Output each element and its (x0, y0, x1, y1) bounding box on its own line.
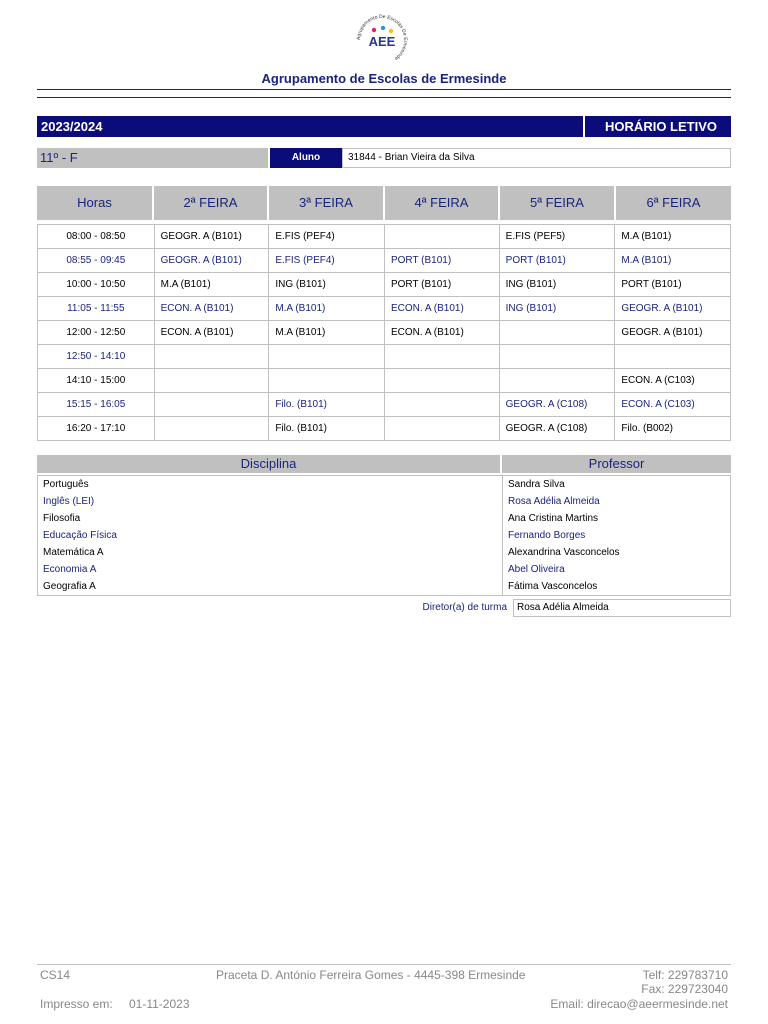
header-discipline: Disciplina (37, 455, 502, 473)
school-name: Agrupamento de Escolas de Ermesinde (261, 71, 507, 86)
lesson-cell (385, 225, 500, 248)
lesson-cell (155, 369, 270, 392)
disciplines-body (37, 475, 731, 596)
header-day: 6ª FEIRA (616, 186, 731, 220)
teacher-name: Fernando Borges (508, 530, 586, 541)
lesson-cell: PORT (B101) (621, 279, 682, 290)
lesson-cell (385, 417, 500, 440)
lesson-cell (500, 321, 616, 344)
timetable-row (38, 393, 730, 417)
discipline-name: Economia A (43, 564, 97, 575)
discipline-name: Geografia A (43, 581, 96, 592)
logo-dot-magenta (372, 28, 376, 32)
header-day: 2ª FEIRA (154, 186, 269, 220)
teacher-name: Abel Oliveira (508, 564, 565, 575)
lesson-cell (500, 369, 616, 392)
lesson-cell: E.FIS (PEF4) (269, 249, 385, 272)
lesson-cell: GEOGR. A (C108) (500, 417, 616, 440)
time-slot: 12:00 - 12:50 (38, 321, 155, 344)
footer-printed-label: Impresso em: (40, 997, 113, 1011)
footer-rule (37, 964, 731, 965)
time-slot: 11:05 - 11:55 (38, 297, 155, 320)
director-value: Rosa Adélia Almeida (513, 599, 731, 617)
discipline-column (38, 476, 503, 595)
director-label: Diretor(a) de turma (422, 602, 507, 613)
footer-address: Praceta D. António Ferreira Gomes - 4445-398 Ermesinde (216, 968, 526, 982)
lesson-cell: PORT (B101) (385, 273, 500, 296)
discipline-name: Educação Física (43, 530, 117, 541)
teacher-name: Ana Cristina Martins (508, 513, 599, 524)
header-day: 3ª FEIRA (269, 186, 385, 220)
footer-code: CS14 (40, 968, 71, 982)
timetable-row (38, 369, 730, 393)
teacher-name: Rosa Adélia Almeida (508, 496, 600, 507)
logo-dot-blue (381, 26, 385, 30)
lesson-cell: E.FIS (PEF4) (269, 225, 385, 248)
timetable-row (38, 321, 730, 345)
teacher-column (503, 476, 730, 595)
header-rule-bottom (37, 97, 731, 98)
header-day: 4ª FEIRA (385, 186, 500, 220)
footer-printed-date: 01-11-2023 (129, 997, 190, 1011)
lesson-cell: GEOGR. A (C108) (500, 393, 616, 416)
time-slot: 08:00 - 08:50 (38, 225, 155, 248)
header-rule-top (37, 89, 731, 90)
discipline-name: Inglês (LEI) (43, 496, 95, 507)
lesson-cell: M.A (B101) (269, 321, 385, 344)
lesson-cell (615, 345, 730, 368)
lesson-cell (500, 345, 616, 368)
time-slot: 15:15 - 16:05 (38, 393, 155, 416)
lesson-cell: Filo. (B101) (269, 393, 385, 416)
footer-fax: Fax: 229723040 (641, 982, 728, 996)
timetable-row (38, 225, 730, 249)
time-slot: 16:20 - 17:10 (38, 417, 155, 440)
lesson-cell: Filo. (B101) (269, 417, 385, 440)
teacher-name: Alexandrina Vasconcelos (508, 547, 620, 558)
lesson-cell: E.FIS (PEF5) (500, 225, 616, 248)
lesson-cell: ECON. A (B101) (385, 321, 500, 344)
header-teacher: Professor (502, 455, 731, 473)
lesson-cell: PORT (B101) (500, 249, 616, 272)
footer-telf: Telf: 229783710 (642, 968, 728, 982)
discipline-name: Português (43, 479, 89, 490)
disciplines-table (37, 455, 731, 596)
timetable-row (38, 417, 730, 441)
lesson-cell: GEOGR. A (B101) (621, 327, 703, 338)
discipline-name: Matemática A (43, 547, 104, 558)
lesson-cell: ING (B101) (500, 273, 616, 296)
lesson-cell: ECON. A (C103) (621, 399, 695, 410)
lesson-cell: GEOGR. A (B101) (621, 303, 703, 314)
school-year: 2023/2024 (37, 116, 583, 137)
class-name: 11º - F (37, 148, 268, 168)
lesson-cell: Filo. (B002) (621, 423, 674, 434)
header-day: 5ª FEIRA (500, 186, 616, 220)
school-logo (352, 14, 412, 66)
lesson-cell: ING (B101) (500, 297, 616, 320)
lesson-cell: M.A (B101) (621, 255, 672, 266)
lesson-cell: GEOGR. A (B101) (155, 225, 270, 248)
lesson-cell: M.A (B101) (269, 297, 385, 320)
logo-ring-text: Agrupamento De Escolas De Ermesinde (355, 14, 409, 62)
teacher-name: Fátima Vasconcelos (508, 581, 598, 592)
disciplines-header (37, 455, 731, 473)
lesson-cell: M.A (B101) (621, 231, 672, 242)
lesson-cell: ECON. A (C103) (621, 375, 695, 386)
lesson-cell (385, 369, 500, 392)
student-label: Aluno (270, 148, 342, 168)
lesson-cell: ECON. A (B101) (385, 297, 500, 320)
logo-dot-yellow (389, 29, 393, 33)
student-value: 31844 - Brian Vieira da Silva (342, 148, 731, 168)
header-horas: Horas (37, 186, 154, 220)
logo-letters: AEE (368, 34, 396, 49)
lesson-cell (155, 345, 270, 368)
time-slot: 10:00 - 10:50 (38, 273, 155, 296)
timetable-body (37, 224, 731, 441)
footer-email: Email: direcao@aeermesinde.net (550, 997, 728, 1011)
lesson-cell (269, 345, 385, 368)
timetable-row (38, 273, 730, 297)
time-slot: 08:55 - 09:45 (38, 249, 155, 272)
lesson-cell: PORT (B101) (385, 249, 500, 272)
lesson-cell: M.A (B101) (155, 273, 270, 296)
teacher-name: Sandra Silva (508, 479, 565, 490)
lesson-cell: GEOGR. A (B101) (155, 249, 270, 272)
timetable-row (38, 345, 730, 369)
lesson-cell: ING (B101) (269, 273, 385, 296)
lesson-cell (269, 369, 385, 392)
lesson-cell: ECON. A (B101) (155, 321, 270, 344)
document-title: HORÁRIO LETIVO (585, 116, 731, 137)
time-slot: 14:10 - 15:00 (38, 369, 155, 392)
lesson-cell (385, 393, 500, 416)
timetable-row (38, 249, 730, 273)
timetable-row (38, 297, 730, 321)
lesson-cell (385, 345, 500, 368)
lesson-cell (155, 417, 270, 440)
lesson-cell: ECON. A (B101) (155, 297, 270, 320)
timetable-header (37, 186, 731, 220)
discipline-name: Filosofia (43, 513, 81, 524)
time-slot: 12:50 - 14:10 (38, 345, 155, 368)
timetable (37, 186, 731, 441)
lesson-cell (155, 393, 270, 416)
